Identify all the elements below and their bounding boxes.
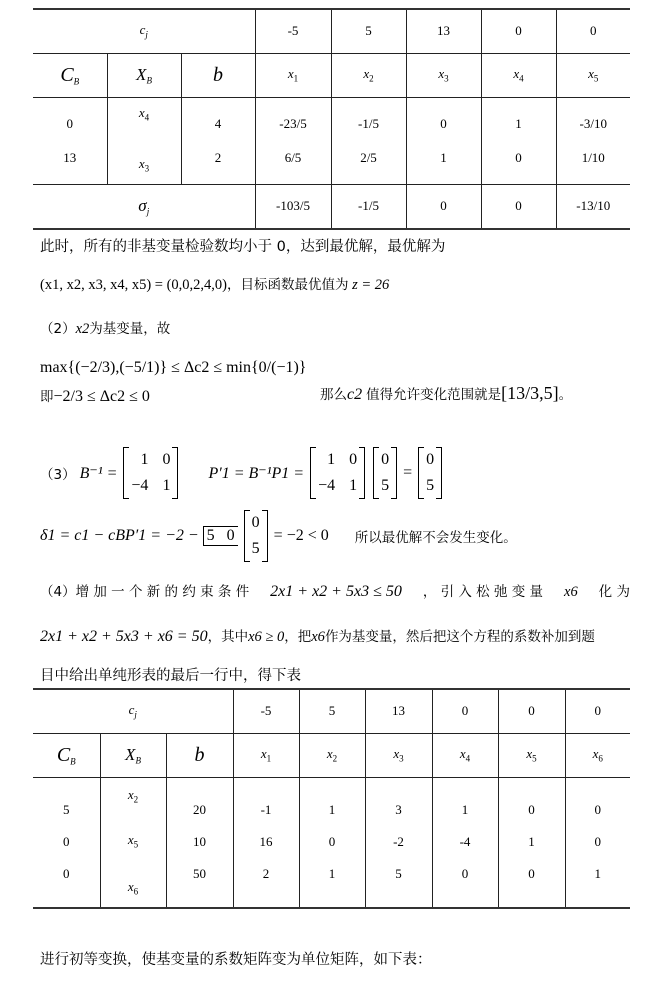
- cj-value: 0: [565, 689, 630, 733]
- simplex-table-1: [33, 8, 630, 230]
- header-row: [33, 733, 630, 777]
- p1-vector: 0 5: [373, 447, 397, 499]
- var-header: $x_1$: [233, 733, 299, 777]
- cj-value: 0: [498, 689, 565, 733]
- cj-label: $c_j$: [33, 9, 255, 53]
- cj-value: -5: [233, 689, 299, 733]
- header-row: [33, 53, 630, 97]
- solution-vector: (x1, x2, x3, x4, x5) = (0,0,2,4,0): [40, 277, 227, 293]
- value-cell: -23/5 6/5: [255, 97, 331, 184]
- sigma-value: -1/5: [331, 184, 406, 229]
- sigma-row: [33, 184, 630, 229]
- paragraph-solution: [40, 273, 389, 294]
- value-cell: 1 0: [481, 97, 556, 184]
- var-header: $x_6$: [565, 733, 630, 777]
- objective-value: z = 26: [352, 277, 390, 293]
- var-header: $x_4$: [481, 53, 556, 97]
- cj-value: 13: [406, 9, 481, 53]
- cj-value: 0: [481, 9, 556, 53]
- paragraph-part4: （4）增 加 一 个 新 的 约 束 条 件 2x1 + x2 + 5x3 ≤ 50 ， 引 入 松 弛 变 量 x6 化 为: [40, 583, 630, 600]
- value-cell: 1 -4 0: [432, 777, 498, 908]
- var-header: $x_2$: [299, 733, 365, 777]
- simplex-table-2: [33, 688, 630, 909]
- delta-vector: 0 5: [244, 510, 268, 562]
- cj-value: 0: [556, 9, 630, 53]
- paragraph-constraint: 2x1 + x2 + 5x3 + x6 = 50，其中x6 ≥ 0，把x6作为基变量，然后把这个方程的系数补加到题: [40, 628, 595, 645]
- cj-value: 5: [331, 9, 406, 53]
- cj-label: $c_j$: [33, 689, 233, 733]
- cj-value: 0: [432, 689, 498, 733]
- body-row: [33, 777, 630, 908]
- sigma-label: $\sigma_j$: [33, 184, 255, 229]
- cb-header: $C_B$: [33, 733, 100, 777]
- paragraph-optimal: 此时，所有的非基变量检验数均小于 0，达到最优解，最优解为: [40, 239, 446, 255]
- var-header: $x_3$: [406, 53, 481, 97]
- paragraph-part3: （3） B⁻¹ = 1 0 −4 1 P′1 = B⁻¹P1 = 1 0 −4 1 0 5 = 0 5: [40, 447, 444, 499]
- value-cell: 0 0 1: [565, 777, 630, 908]
- b-header: b: [181, 53, 255, 97]
- value-cell: 1 0 1: [299, 777, 365, 908]
- result-vector: 0 5: [418, 447, 442, 499]
- binv-matrix-2: 1 0 −4 1: [310, 447, 365, 499]
- b-cell: 20 10 50: [166, 777, 233, 908]
- cj-row: [33, 689, 630, 733]
- range-interval: [13/3,5]: [501, 383, 559, 403]
- xb-header: $X_B$: [100, 733, 166, 777]
- cj-value: -5: [255, 9, 331, 53]
- var-header: $x_4$: [432, 733, 498, 777]
- cb-header: $C_B$: [33, 53, 107, 97]
- var-header: $x_2$: [331, 53, 406, 97]
- b-header: b: [166, 733, 233, 777]
- var-header: $x_1$: [255, 53, 331, 97]
- var-header: $x_5$: [556, 53, 630, 97]
- sigma-value: 0: [406, 184, 481, 229]
- sigma-value: -13/10: [556, 184, 630, 229]
- cj-value: 13: [365, 689, 432, 733]
- solution-text: ，目标函数最优值为: [227, 277, 349, 293]
- value-cell: -1 16 2: [233, 777, 299, 908]
- paragraph-table-intro: 目中给出单纯形表的最后一行中，得下表: [40, 668, 301, 684]
- paragraph-delta: δ1 = c1 − cBP′1 = −2 − 5 0 0 5 = −2 < 0 所以最优解不会发生变化。: [40, 510, 517, 562]
- cj-value: 5: [299, 689, 365, 733]
- range-result: 即−2/3 ≤ Δc2 ≤ 0 那么c2 值得允许变化范围就是[13/3,5]。: [40, 383, 573, 405]
- var-header: $x_5$: [498, 733, 565, 777]
- cb-cell: 0 13: [33, 97, 107, 184]
- range-inequality: max{(−2/3),(−5/1)} ≤ Δc2 ≤ min{0/(−1)}: [40, 359, 307, 376]
- value-cell: -3/10 1/10: [556, 97, 630, 184]
- xb-cell: $x_2$ $x_5$ $x_6$: [100, 777, 166, 908]
- binv-matrix: 1 0 −4 1: [123, 447, 178, 499]
- paragraph-part2: （2）x2为基变量，故: [40, 321, 171, 337]
- sigma-value: -103/5: [255, 184, 331, 229]
- xb-header: $X_B$: [107, 53, 181, 97]
- xb-cell: $x_4$ $x_3$: [107, 97, 181, 184]
- value-cell: 0 1 0: [498, 777, 565, 908]
- b-cell: 4 2: [181, 97, 255, 184]
- value-cell: 3 -2 5: [365, 777, 432, 908]
- var-header: $x_3$: [365, 733, 432, 777]
- paragraph-transform: 进行初等变换，使基变量的系数矩阵变为单位矩阵，如下表：: [40, 952, 432, 968]
- body-row: [33, 97, 630, 184]
- sigma-value: 0: [481, 184, 556, 229]
- value-cell: 0 1: [406, 97, 481, 184]
- cj-row: [33, 9, 630, 53]
- value-cell: -1/5 2/5: [331, 97, 406, 184]
- cb-cell: 5 0 0: [33, 777, 100, 908]
